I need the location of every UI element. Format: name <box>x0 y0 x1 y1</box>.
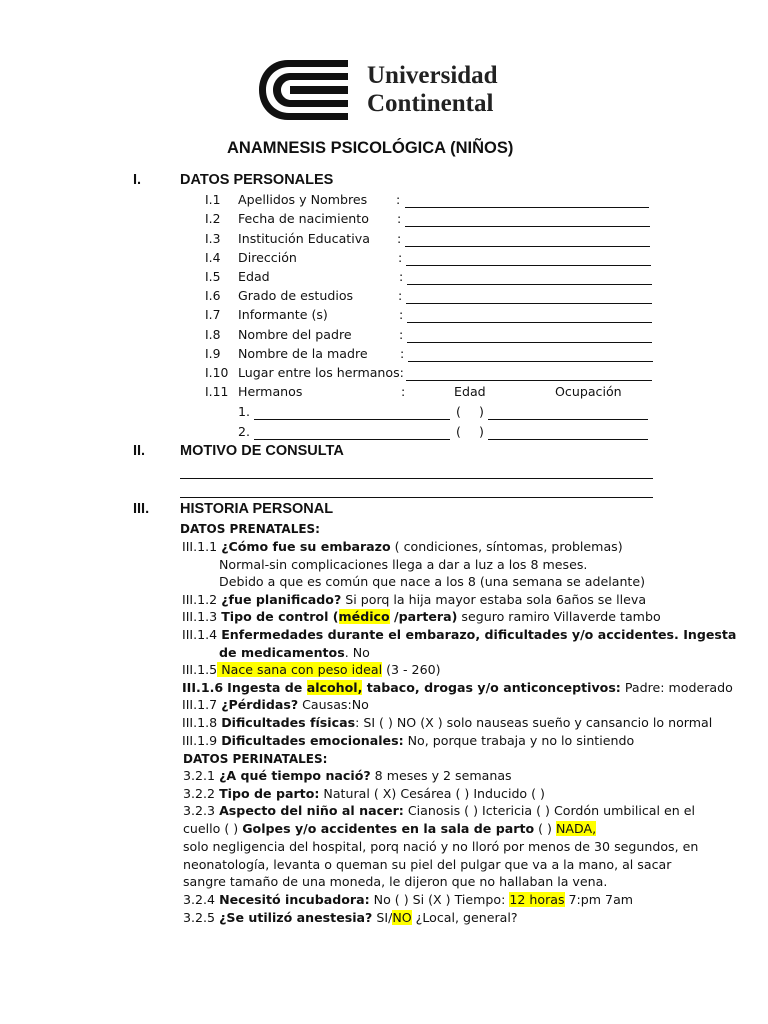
item-number: I.11 <box>205 384 229 399</box>
answer: Si porq la hija mayor estaba sola 6años se lleva <box>341 592 647 607</box>
item-label: Nombre del padre <box>238 327 352 342</box>
question: /partera) <box>389 609 458 624</box>
prenatal-subtitle: DATOS PRENATALES: <box>180 522 320 536</box>
question: ¿Se utilizó anestesia? <box>219 910 373 925</box>
answer: Padre: moderado <box>620 680 733 695</box>
section-1-number: I. <box>133 172 142 188</box>
question: ¿Pérdidas? <box>221 697 299 712</box>
prenatal-item-8 <box>182 715 712 731</box>
item-number: I.9 <box>205 346 221 361</box>
item-label: Informante (s) <box>238 307 328 322</box>
item-number: III.1.3 <box>182 609 218 624</box>
colon: : <box>399 269 404 284</box>
question: ¿A qué tiempo nació? <box>219 768 371 783</box>
item-label: Dirección <box>238 250 297 265</box>
item-number: 3.2.4 <box>183 892 216 907</box>
prenatal-item-9 <box>182 733 634 749</box>
colon: : <box>400 346 405 361</box>
fill-line <box>407 342 652 343</box>
answer: ¿Local, general? <box>411 910 518 925</box>
item-number: III.1.7 <box>182 697 218 712</box>
prenatal-item-7 <box>182 697 369 713</box>
answer: Causas:No <box>298 697 369 712</box>
colon: : <box>399 307 404 322</box>
question: Ingesta de <box>227 680 307 695</box>
logo-text-line2: Continental <box>367 90 494 117</box>
highlight: NADA, <box>555 821 597 836</box>
item-number: I.4 <box>205 250 221 265</box>
logo-text-line1: Universidad <box>367 62 498 89</box>
question: ¿Cómo fue su embarazo <box>221 539 391 554</box>
fill-line <box>405 226 650 227</box>
fill-line <box>405 207 649 208</box>
fill-line <box>180 497 653 498</box>
item-label: Hermanos <box>238 384 303 399</box>
perinatal-item-4 <box>183 892 633 908</box>
colon: : <box>397 231 402 246</box>
highlight: médico <box>338 609 390 624</box>
answer: ( ) <box>534 821 556 836</box>
perinatal-item-3-line2 <box>183 821 596 837</box>
question: ¿fue planificado? <box>221 592 342 607</box>
fill-line <box>406 265 651 266</box>
paren-close: ) <box>479 404 484 419</box>
answer: No ( ) Si (X ) Tiempo: <box>369 892 510 907</box>
item-label: Edad <box>238 269 270 284</box>
fill-line <box>405 246 650 247</box>
answer-line: sangre tamaño de una moneda, le dijeron que no hallaban la vena. <box>183 874 608 889</box>
answer: . No <box>344 645 370 660</box>
highlight: 12 horas <box>509 892 565 907</box>
prenatal-item-4-cont <box>219 645 370 661</box>
item-number: III.1.4 <box>182 627 218 642</box>
perinatal-item-3 <box>183 803 695 819</box>
fill-line <box>406 303 652 304</box>
item-number: 3.2.3 <box>183 803 216 818</box>
answer: Cianosis ( ) Ictericia ( ) Cordón umbilical en el <box>403 803 695 818</box>
perinatal-item-5 <box>183 910 518 926</box>
item-number: I.8 <box>205 327 221 342</box>
item-number: III.1.2 <box>182 592 218 607</box>
prenatal-item-5 <box>182 662 441 678</box>
colon: : <box>398 250 403 265</box>
item-number: I.5 <box>205 269 221 284</box>
question: Aspecto del niño al nacer: <box>219 803 404 818</box>
question: Enfermedades durante el embarazo, dificultades y/o accidentes. Ingesta <box>221 627 737 642</box>
question: tabaco, drogas y/o anticonceptivos: <box>362 680 621 695</box>
answer: Natural ( X) Cesárea ( ) Inducido ( ) <box>319 786 545 801</box>
answer: (3 - 260) <box>382 662 441 677</box>
item-number: I.10 <box>205 365 229 380</box>
prenatal-item-1 <box>182 539 623 555</box>
item-number: III.1.5 <box>182 662 218 677</box>
fill-line <box>407 322 652 323</box>
item-label: Grado de estudios <box>238 288 354 303</box>
prenatal-item-4 <box>182 627 736 643</box>
question: Dificultades físicas <box>221 715 356 730</box>
ocupacion-header: Ocupación <box>555 384 622 399</box>
fill-line <box>254 439 450 440</box>
answer-line: Normal-sin complicaciones llega a dar a luz a los 8 meses. <box>219 557 588 572</box>
answer: No, porque trabaja y no lo sintiendo <box>403 733 635 748</box>
item-number: I.1 <box>205 192 221 207</box>
fill-line <box>406 380 652 381</box>
answer: : SI ( ) NO (X ) solo nauseas sueño y cansancio lo normal <box>355 715 713 730</box>
highlight: Nace sana con peso ideal <box>217 662 383 677</box>
fill-line <box>407 284 652 285</box>
item-number: 3.2.2 <box>183 786 216 801</box>
item-label: Apellidos y Nombres <box>238 192 368 207</box>
item-number: III.1.6 <box>182 680 224 695</box>
paren-open: ( <box>456 404 461 419</box>
answer-line: solo negligencia del hospital, porq nació y no lloró por menos de 30 segundos, en <box>183 839 699 854</box>
perinatal-subtitle: DATOS PERINATALES: <box>183 752 328 766</box>
question: Tipo de control ( <box>221 609 339 624</box>
item-number: I.6 <box>205 288 221 303</box>
answer: seguro ramiro Villaverde tambo <box>457 609 661 624</box>
answer-line: neonatología, levanta o queman su piel del pulgar que va a la mano, al sacar <box>183 857 672 872</box>
answer: 8 meses y 2 semanas <box>370 768 512 783</box>
colon: : <box>397 211 402 226</box>
answer: 7:pm 7am <box>564 892 634 907</box>
prenatal-item-6 <box>182 680 733 696</box>
item-number: I.3 <box>205 231 221 246</box>
item-number: 3.2.5 <box>183 910 216 925</box>
item-number: I.7 <box>205 307 221 322</box>
university-logo <box>256 56 508 126</box>
answer-line: Debido a que es común que nace a los 8 (una semana se adelante) <box>219 574 646 589</box>
highlight: alcohol, <box>306 680 363 695</box>
fill-line <box>488 419 648 420</box>
question: Necesitó incubadora: <box>219 892 370 907</box>
item-label: Fecha de nacimiento <box>238 211 369 226</box>
perinatal-item-1 <box>183 768 512 784</box>
sibling-row-1-number: 1. <box>238 404 251 419</box>
section-1-title: DATOS PERSONALES <box>180 172 334 188</box>
paren-open: ( <box>456 424 461 439</box>
item-number: 3.2.1 <box>183 768 216 783</box>
item-number: I.2 <box>205 211 221 226</box>
item-number: III.1.8 <box>182 715 218 730</box>
question: de medicamentos <box>219 645 345 660</box>
document-title: ANAMNESIS PSICOLÓGICA (NIÑOS) <box>227 139 514 157</box>
fill-line <box>488 439 648 440</box>
question: Golpes y/o accidentes en la sala de parto <box>242 821 535 836</box>
item-number: III.1.9 <box>182 733 218 748</box>
section-3-number: III. <box>133 501 150 517</box>
answer: cuello ( ) <box>183 821 243 836</box>
prenatal-item-2 <box>182 592 646 608</box>
prenatal-item-3 <box>182 609 661 625</box>
item-label: Lugar entre los hermanos: <box>238 365 404 380</box>
question: Dificultades emocionales: <box>221 733 404 748</box>
section-2-number: II. <box>133 443 146 459</box>
colon: : <box>401 384 406 399</box>
perinatal-item-2 <box>183 786 545 802</box>
item-label: Institución Educativa <box>238 231 370 246</box>
item-number: III.1.1 <box>182 539 218 554</box>
answer: ( condiciones, síntomas, problemas) <box>390 539 623 554</box>
fill-line <box>408 361 653 362</box>
colon: : <box>396 192 401 207</box>
fill-line <box>180 478 653 479</box>
edad-header: Edad <box>454 384 486 399</box>
colon: : <box>399 327 404 342</box>
highlight: NO <box>392 910 412 925</box>
answer: SI/ <box>372 910 393 925</box>
item-label: Nombre de la madre <box>238 346 368 361</box>
section-3-title: HISTORIA PERSONAL <box>180 501 334 517</box>
paren-close: ) <box>479 424 484 439</box>
continental-logo-icon <box>256 56 352 124</box>
question: Tipo de parto: <box>219 786 320 801</box>
fill-line <box>254 419 450 420</box>
section-2-title: MOTIVO DE CONSULTA <box>180 443 344 459</box>
colon: : <box>398 288 403 303</box>
sibling-row-2-number: 2. <box>238 424 251 439</box>
